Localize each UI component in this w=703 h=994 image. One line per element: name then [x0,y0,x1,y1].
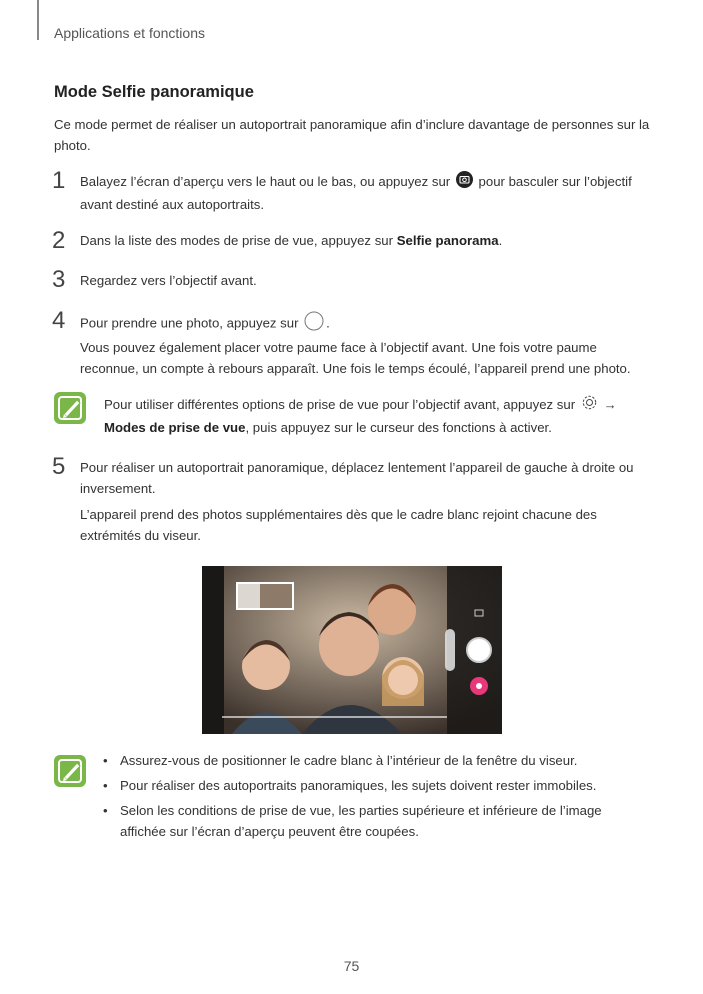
step-number: 3 [52,266,66,293]
page-title: Mode Selfie panoramique [54,83,254,101]
step-number: 1 [52,167,66,194]
list-item: • Pour réaliser des autoportraits panoramiques, les sujets doivent rester immobiles. [103,778,597,793]
settings-gear-icon [581,394,598,417]
note-bullet-list [103,750,643,846]
shutter-icon [304,311,324,337]
note-text: Pour utiliser différentes options de prise de vue pour l’objectif avant, appuyez sur → Modes de prise de vue, puis appuyez sur le curseur des fonctions à activer. [104,394,654,438]
step-text: Balayez l’écran d’aperçu vers le haut ou le bas, ou appuyez sur pour basculer sur l’objectif avant destiné aux autoportraits. [80,171,650,215]
intro-text: Ce mode permet de réaliser un autoportrait panoramique afin d’inclure davantage de personnes sur la photo. [54,117,650,153]
step-number: 5 [52,453,66,480]
camera-switch-icon [456,171,473,194]
step-text: Pour prendre une photo, appuyez sur . [80,311,650,337]
step-text: Dans la liste des modes de prise de vue, appuyez sur Selfie panorama. [80,233,503,248]
step-number: 4 [52,307,66,334]
step-number: 2 [52,227,66,254]
step-text: Regardez vers l’objectif avant. [80,273,257,288]
step-text: Pour réaliser un autoportrait panoramique, déplacez lentement l’appareil de gauche à droite ou inversement. [80,460,634,496]
list-item: • Selon les conditions de prise de vue, les parties supérieure et inférieure de l’image affichée sur l’écran d’aperçu peuvent être coupées. [103,803,602,839]
header-rule [37,0,39,40]
note-icon [53,391,87,425]
section-header: Applications et fonctions [54,25,205,41]
list-item: • Assurez-vous de positionner le cadre blanc à l’intérieur de la fenêtre du viseur. [103,753,578,768]
step-subtext: L’appareil prend des photos supplémentaires dès que le cadre blanc rejoint chacune des extrémités du viseur. [80,507,597,543]
step-subtext: Vous pouvez également placer votre paume face à l’objectif avant. Une fois votre paume reconnue, un compte à rebours apparaît. Une fois le temps écoulé, l’appareil prend une photo. [80,340,631,376]
page-number: 75 [343,958,360,974]
note-icon [53,754,87,788]
camera-preview-image [202,566,502,734]
